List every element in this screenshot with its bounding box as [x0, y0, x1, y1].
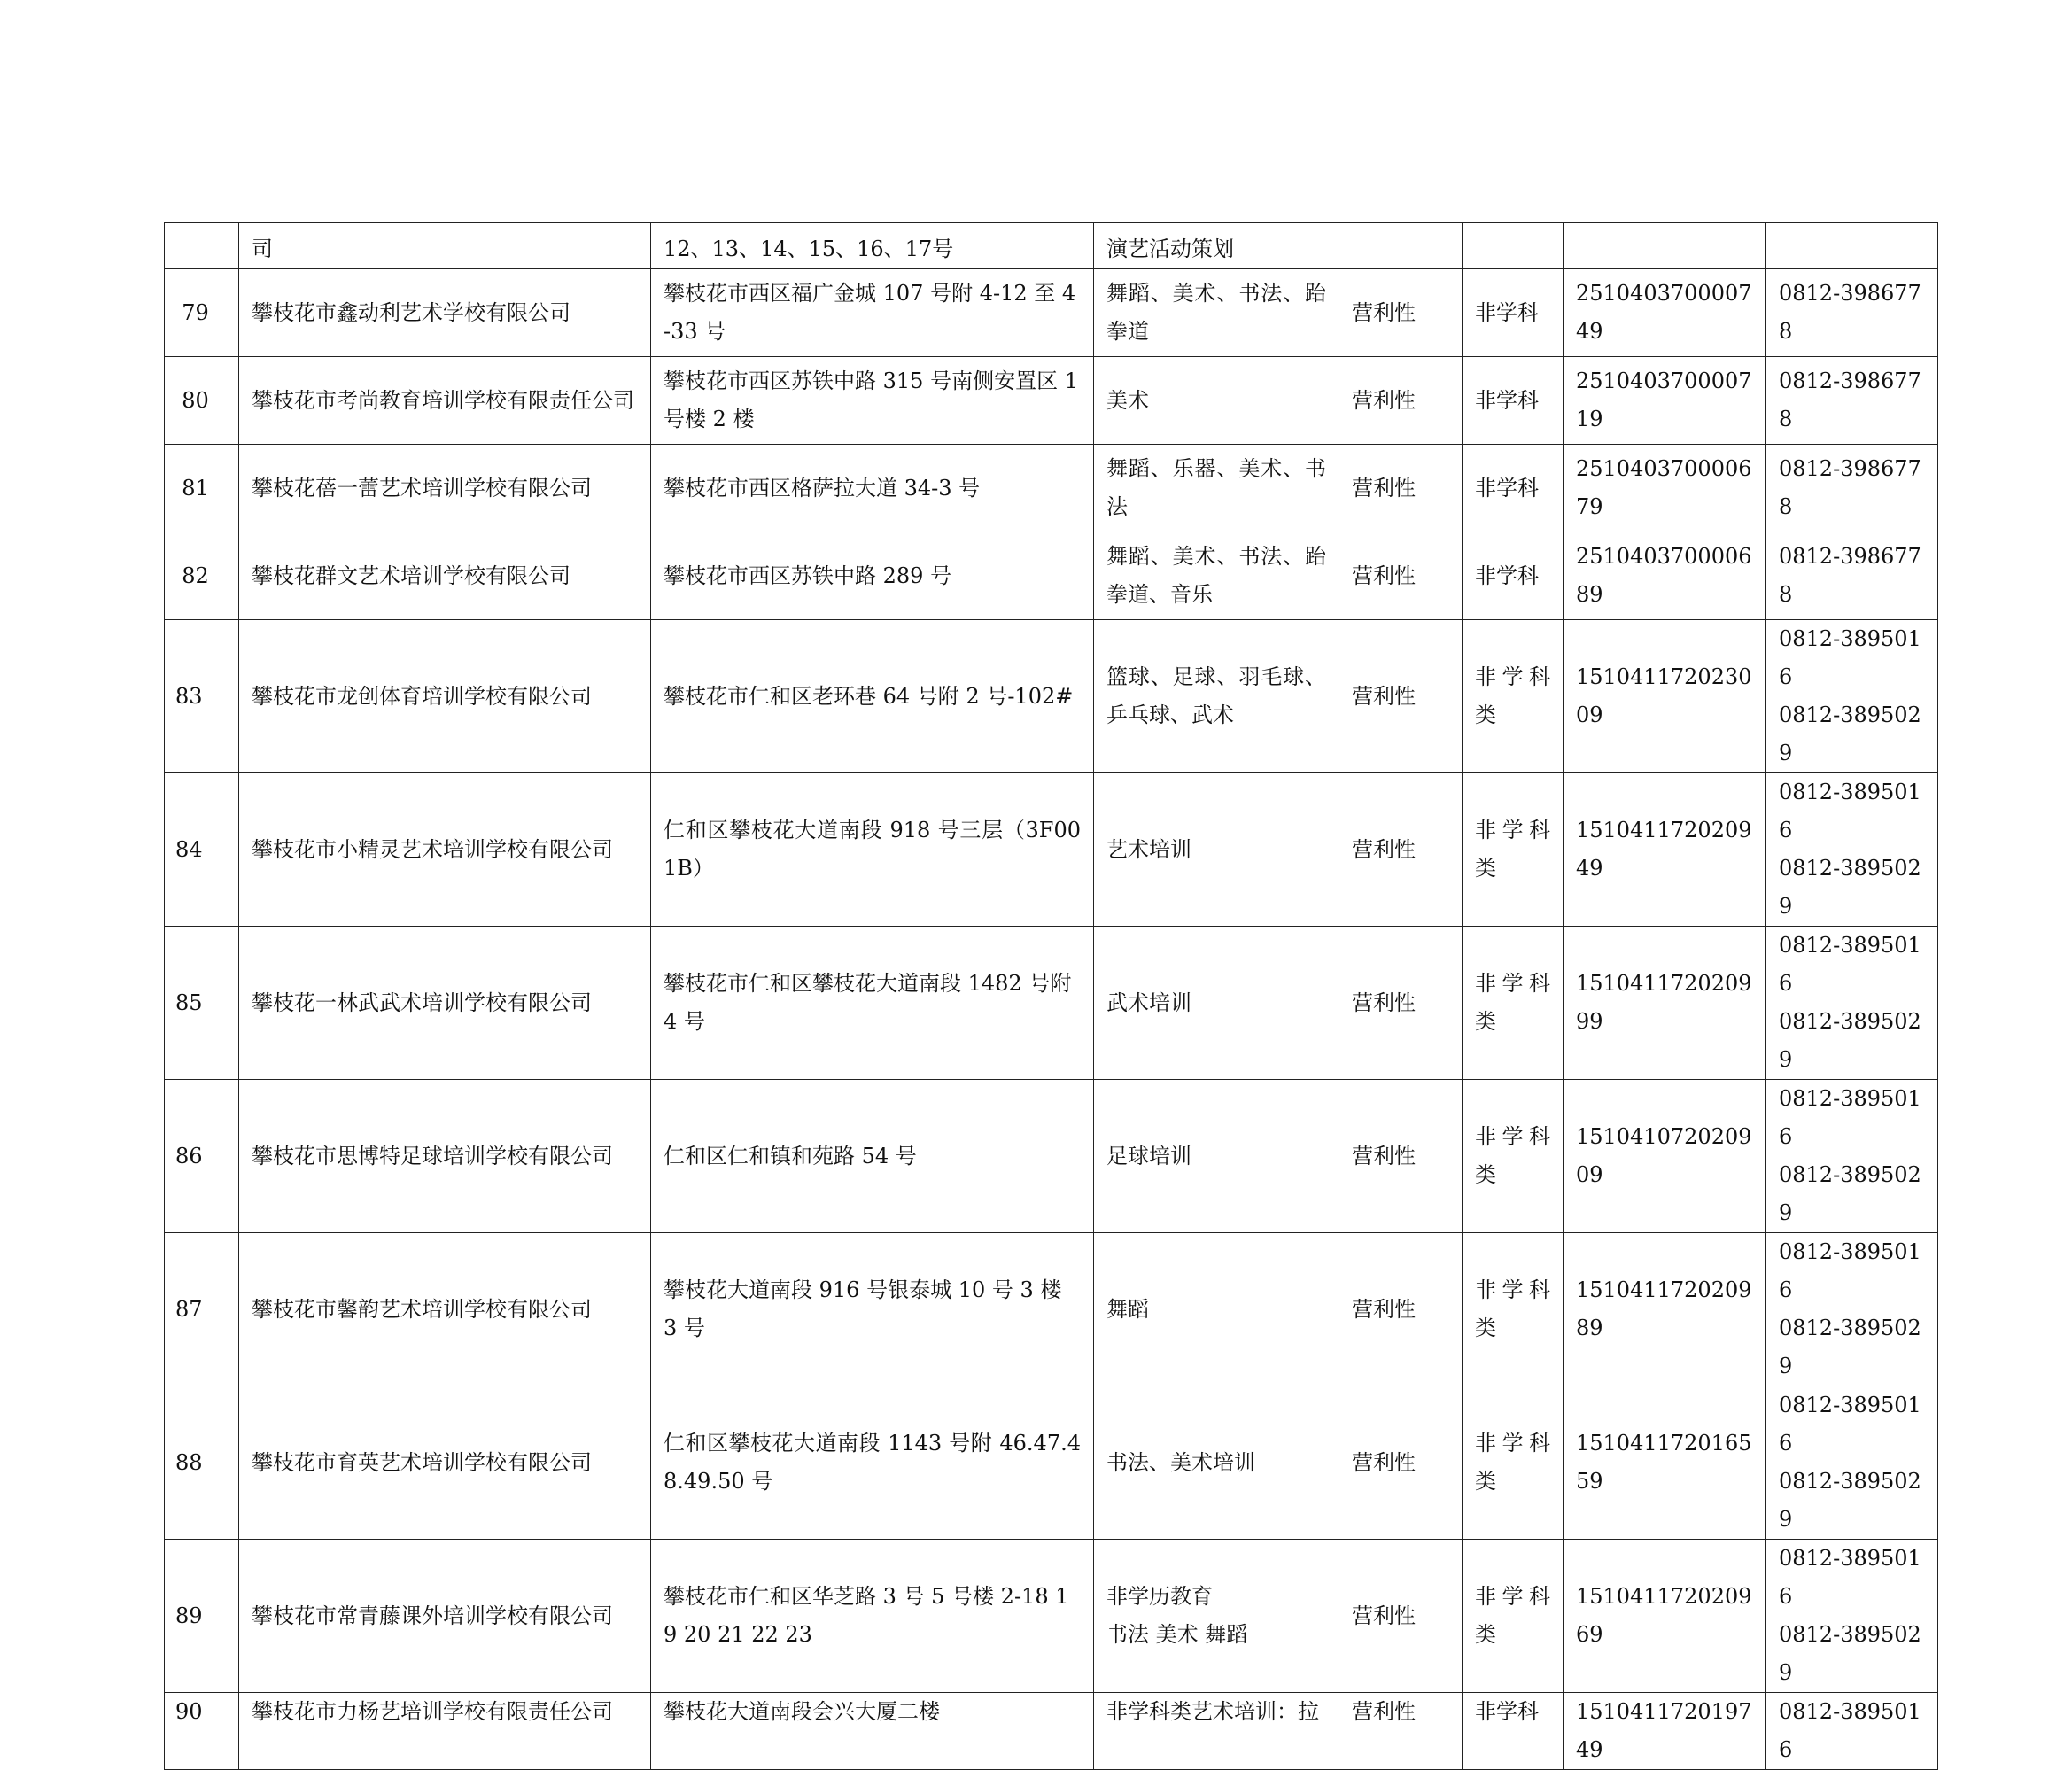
license-number: 151041172019749	[1564, 1693, 1766, 1770]
school-nature	[1339, 223, 1463, 269]
row-number: 84	[165, 773, 239, 927]
school-nature: 营利性	[1339, 927, 1463, 1080]
school-name: 司	[239, 223, 651, 269]
school-category: 非学科类	[1463, 1540, 1564, 1693]
school-address: 攀枝花市西区苏铁中路 315 号南侧安置区 1 号楼 2 楼	[651, 357, 1094, 445]
school-nature: 营利性	[1339, 269, 1463, 357]
school-name: 攀枝花群文艺术培训学校有限公司	[239, 532, 651, 620]
school-nature: 营利性	[1339, 620, 1463, 773]
school-name: 攀枝花市龙创体育培训学校有限公司	[239, 620, 651, 773]
row-number: 81	[165, 445, 239, 532]
license-number: 251040370000689	[1564, 532, 1766, 620]
training-scope: 舞蹈、美术、书法、跆拳道	[1094, 269, 1339, 357]
contact-phone: 0812-3895016 0812-3895029	[1766, 1540, 1938, 1693]
contact-phone: 0812-3986778	[1766, 532, 1938, 620]
school-name: 攀枝花市鑫动利艺术学校有限公司	[239, 269, 651, 357]
table-row	[165, 1233, 1938, 1386]
school-name: 攀枝花蓓一蕾艺术培训学校有限公司	[239, 445, 651, 532]
license-number: 251040370000719	[1564, 357, 1766, 445]
training-scope: 书法、美术培训	[1094, 1386, 1339, 1540]
license-number	[1564, 223, 1766, 269]
school-name: 攀枝花市小精灵艺术培训学校有限公司	[239, 773, 651, 927]
table-row	[165, 1386, 1938, 1540]
school-category: 非学科类	[1463, 1386, 1564, 1540]
contact-phone: 0812-3895016	[1766, 1693, 1938, 1770]
row-number: 82	[165, 532, 239, 620]
training-scope: 美术	[1094, 357, 1339, 445]
school-name: 攀枝花一林武武术培训学校有限公司	[239, 927, 651, 1080]
school-category: 非学科	[1463, 269, 1564, 357]
row-number: 83	[165, 620, 239, 773]
school-category: 非学科类	[1463, 927, 1564, 1080]
contact-phone: 0812-3895016 0812-3895029	[1766, 1080, 1938, 1233]
school-category: 非学科类	[1463, 620, 1564, 773]
row-number: 89	[165, 1540, 239, 1693]
school-category: 非学科	[1463, 445, 1564, 532]
training-scope: 非学历教育 书法 美术 舞蹈	[1094, 1540, 1339, 1693]
table-row	[165, 357, 1938, 445]
institution-table	[164, 222, 1938, 1770]
school-category	[1463, 223, 1564, 269]
table-row	[165, 927, 1938, 1080]
school-address: 仁和区仁和镇和苑路 54 号	[651, 1080, 1094, 1233]
license-number: 151041172020999	[1564, 927, 1766, 1080]
table-row	[165, 1080, 1938, 1233]
school-category: 非学科	[1463, 357, 1564, 445]
school-address: 12、13、14、15、16、17号	[651, 223, 1094, 269]
school-address: 攀枝花市仁和区老环巷 64 号附 2 号-102#	[651, 620, 1094, 773]
contact-phone: 0812-3986778	[1766, 269, 1938, 357]
row-number	[165, 223, 239, 269]
table-row	[165, 620, 1938, 773]
table-row	[165, 445, 1938, 532]
contact-phone: 0812-3895016 0812-3895029	[1766, 927, 1938, 1080]
school-nature: 营利性	[1339, 1693, 1463, 1770]
training-scope: 舞蹈、乐器、美术、书法	[1094, 445, 1339, 532]
school-nature: 营利性	[1339, 1540, 1463, 1693]
training-scope: 艺术培训	[1094, 773, 1339, 927]
license-number: 151041172016559	[1564, 1386, 1766, 1540]
row-number: 80	[165, 357, 239, 445]
school-name: 攀枝花市力杨艺培训学校有限责任公司	[239, 1693, 651, 1770]
license-number: 151041172020949	[1564, 773, 1766, 927]
school-name: 攀枝花市思博特足球培训学校有限公司	[239, 1080, 651, 1233]
row-number: 90	[165, 1693, 239, 1770]
school-address: 攀枝花市仁和区华芝路 3 号 5 号楼 2-18 19 20 21 22 23	[651, 1540, 1094, 1693]
row-number: 88	[165, 1386, 239, 1540]
school-name: 攀枝花市馨韵艺术培训学校有限公司	[239, 1233, 651, 1386]
school-category: 非学科	[1463, 532, 1564, 620]
training-scope: 篮球、足球、羽毛球、乒乓球、武术	[1094, 620, 1339, 773]
school-nature: 营利性	[1339, 532, 1463, 620]
school-name: 攀枝花市考尚教育培训学校有限责任公司	[239, 357, 651, 445]
school-address: 攀枝花大道南段会兴大厦二楼	[651, 1693, 1094, 1770]
row-number: 79	[165, 269, 239, 357]
license-number: 151041172020989	[1564, 1233, 1766, 1386]
table-row	[165, 269, 1938, 357]
school-category: 非学科类	[1463, 773, 1564, 927]
school-nature: 营利性	[1339, 1080, 1463, 1233]
training-scope: 非学科类艺术培训：拉	[1094, 1693, 1339, 1770]
table-row	[165, 532, 1938, 620]
school-address: 仁和区攀枝花大道南段 918 号三层（3F001B）	[651, 773, 1094, 927]
school-address: 攀枝花市西区格萨拉大道 34-3 号	[651, 445, 1094, 532]
row-number: 85	[165, 927, 239, 1080]
contact-phone: 0812-3895016 0812-3895029	[1766, 620, 1938, 773]
school-nature: 营利性	[1339, 445, 1463, 532]
table-row	[165, 1693, 1938, 1770]
school-name: 攀枝花市育英艺术培训学校有限公司	[239, 1386, 651, 1540]
table-row	[165, 773, 1938, 927]
school-category: 非学科	[1463, 1693, 1564, 1770]
training-scope: 武术培训	[1094, 927, 1339, 1080]
school-name: 攀枝花市常青藤课外培训学校有限公司	[239, 1540, 651, 1693]
license-number: 251040370000679	[1564, 445, 1766, 532]
row-number: 87	[165, 1233, 239, 1386]
license-number: 151041172020969	[1564, 1540, 1766, 1693]
license-number: 151041172023009	[1564, 620, 1766, 773]
school-address: 攀枝花大道南段 916 号银泰城 10 号 3 楼 3 号	[651, 1233, 1094, 1386]
table-row	[165, 223, 1938, 269]
school-address: 仁和区攀枝花大道南段 1143 号附 46.47.48.49.50 号	[651, 1386, 1094, 1540]
contact-phone: 0812-3986778	[1766, 357, 1938, 445]
school-nature: 营利性	[1339, 1386, 1463, 1540]
school-address: 攀枝花市西区福广金城 107 号附 4-12 至 4-33 号	[651, 269, 1094, 357]
contact-phone: 0812-3895016 0812-3895029	[1766, 1386, 1938, 1540]
school-nature: 营利性	[1339, 1233, 1463, 1386]
training-scope: 舞蹈、美术、书法、跆拳道、音乐	[1094, 532, 1339, 620]
training-scope: 舞蹈	[1094, 1233, 1339, 1386]
school-nature: 营利性	[1339, 773, 1463, 927]
contact-phone: 0812-3895016 0812-3895029	[1766, 1233, 1938, 1386]
training-scope: 演艺活动策划	[1094, 223, 1339, 269]
row-number: 86	[165, 1080, 239, 1233]
school-category: 非学科类	[1463, 1080, 1564, 1233]
table-row	[165, 1540, 1938, 1693]
license-number: 251040370000749	[1564, 269, 1766, 357]
training-scope: 足球培训	[1094, 1080, 1339, 1233]
school-address: 攀枝花市西区苏铁中路 289 号	[651, 532, 1094, 620]
license-number: 151041072020909	[1564, 1080, 1766, 1233]
contact-phone	[1766, 223, 1938, 269]
school-category: 非学科类	[1463, 1233, 1564, 1386]
contact-phone: 0812-3986778	[1766, 445, 1938, 532]
school-nature: 营利性	[1339, 357, 1463, 445]
contact-phone: 0812-3895016 0812-3895029	[1766, 773, 1938, 927]
school-address: 攀枝花市仁和区攀枝花大道南段 1482 号附 4 号	[651, 927, 1094, 1080]
